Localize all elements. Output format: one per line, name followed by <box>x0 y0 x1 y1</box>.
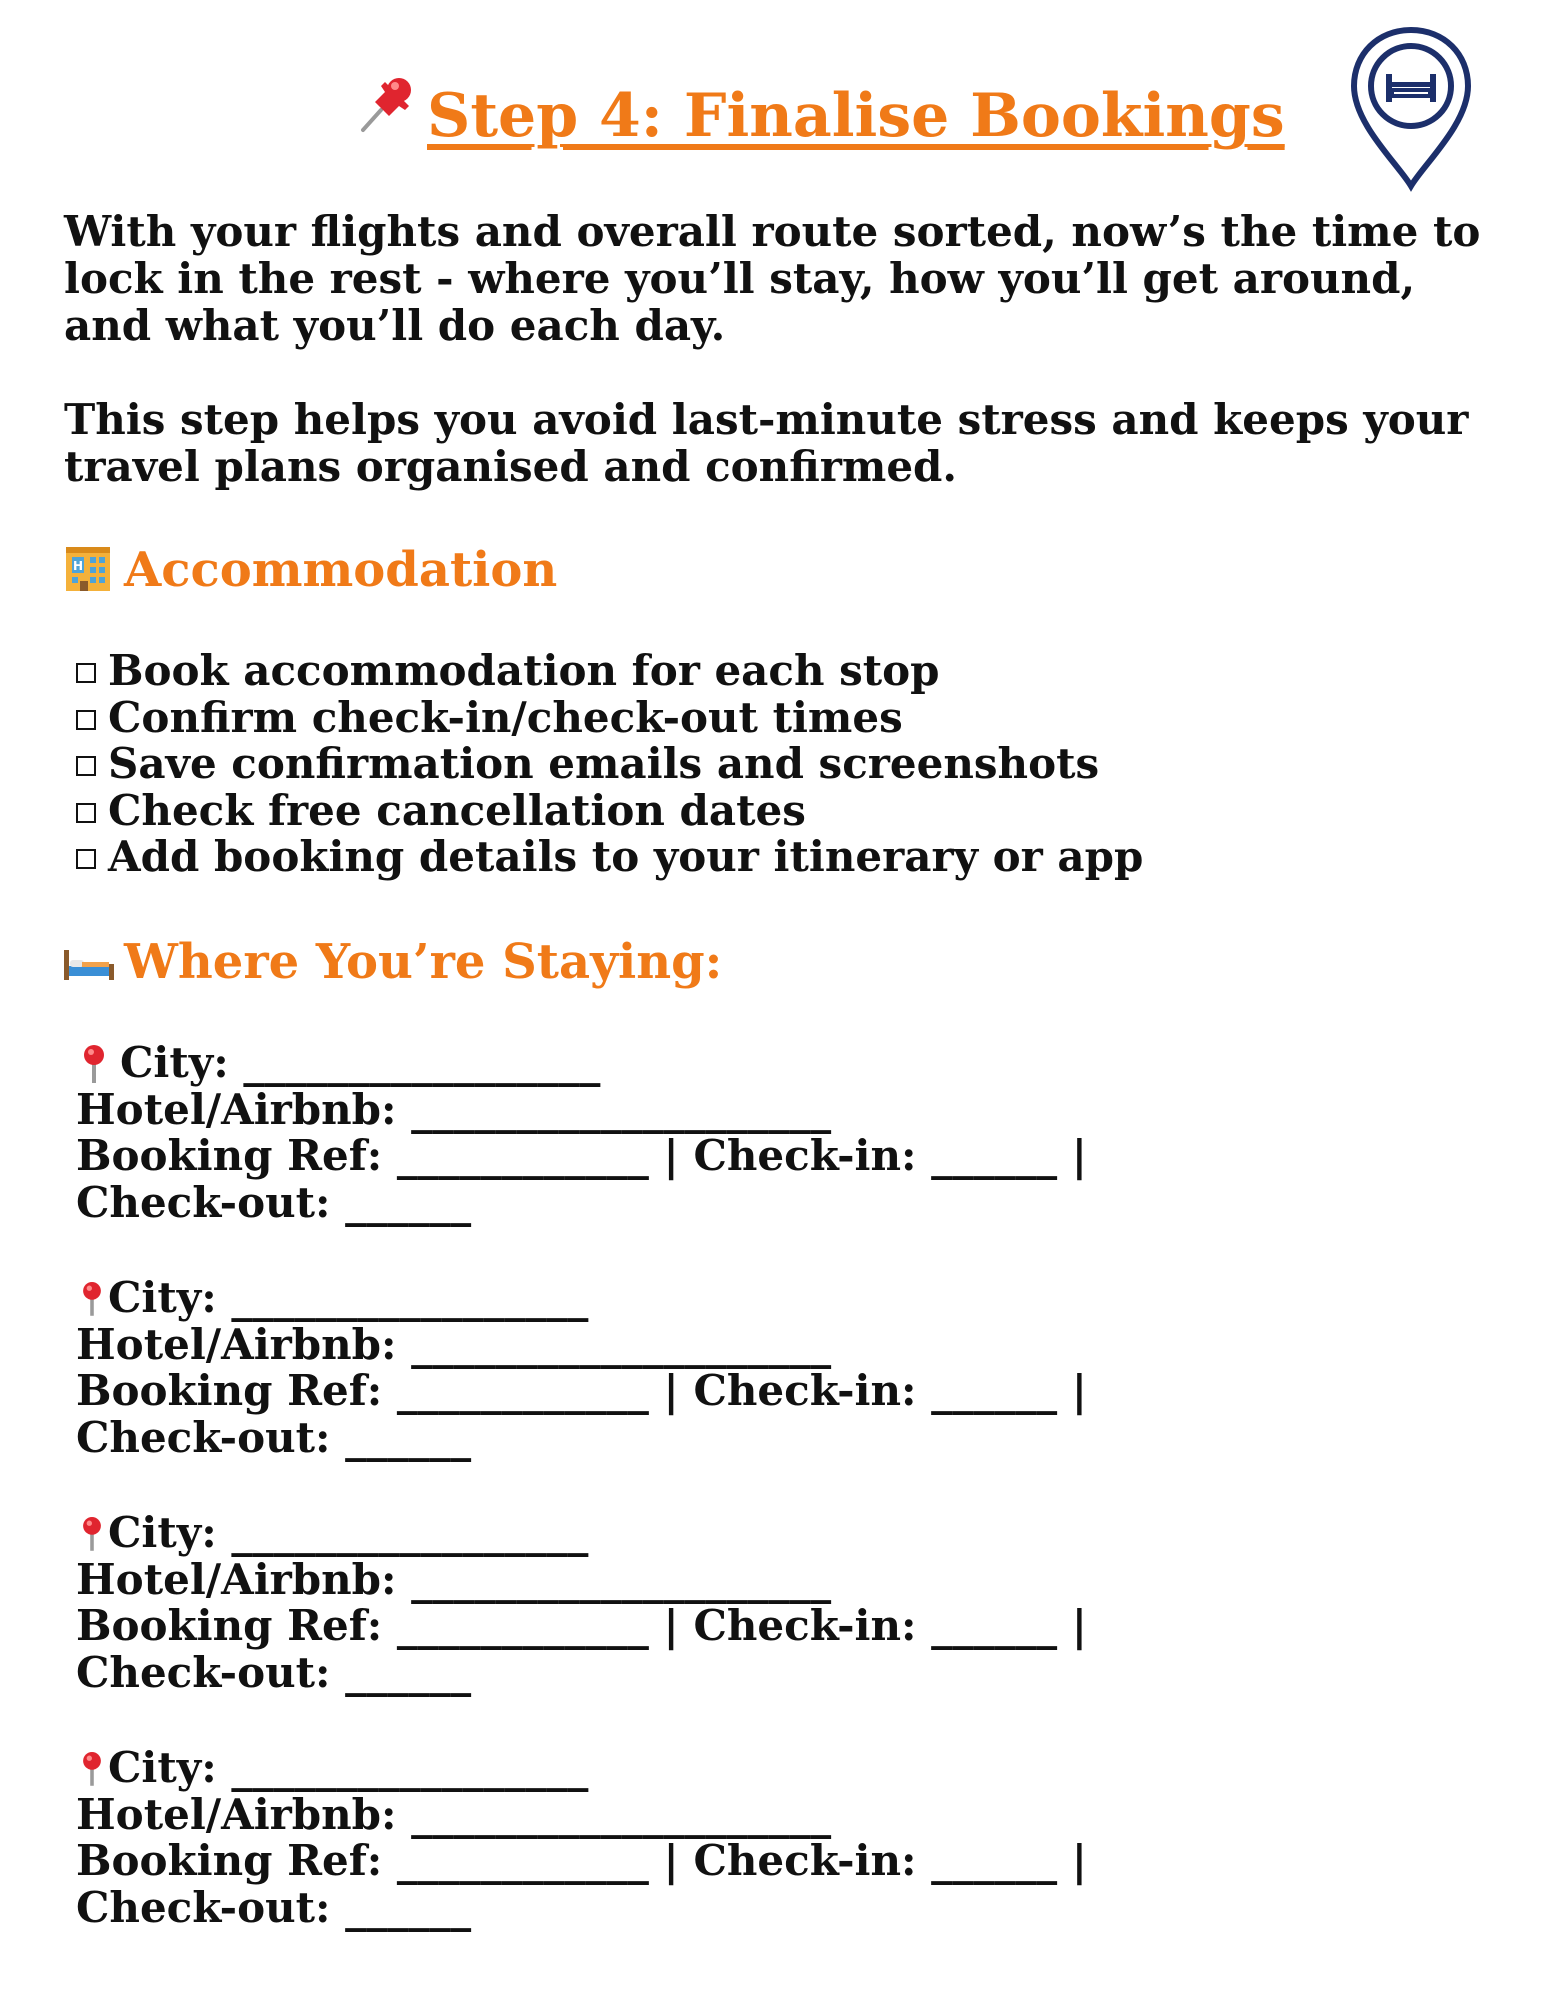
staying-heading-text: Where You’re Staying: <box>124 934 723 990</box>
checklist-item[interactable] <box>76 741 1143 788</box>
city-label: City: _________________ <box>108 1273 589 1322</box>
check-out-field[interactable]: Check-out: ______ <box>76 1412 472 1462</box>
booking-ref-field[interactable]: Booking Ref: ____________ | Check-in: ______ | <box>76 1366 1088 1415</box>
booking-ref-field[interactable]: Booking Ref: ____________ | Check-in: ______ | <box>76 1836 1088 1885</box>
hotel-field[interactable]: Hotel/Airbnb: ____________________ <box>76 1319 832 1369</box>
city-label: City: _________________ <box>120 1038 601 1087</box>
checklist-item-label: Check free cancellation dates <box>108 785 806 835</box>
hotel-field[interactable]: Hotel/Airbnb: ____________________ <box>76 1789 832 1839</box>
hotel-field[interactable]: Hotel/Airbnb: ____________________ <box>76 1084 832 1134</box>
hotel-icon <box>62 541 124 607</box>
accommodation-heading <box>62 540 557 607</box>
svg-text:H: H <box>72 558 84 573</box>
round-pushpin-icon <box>76 1278 108 1318</box>
stay-entry <box>76 1275 1087 1461</box>
checkbox[interactable] <box>76 849 96 869</box>
pushpin-icon <box>355 72 427 156</box>
accommodation-checklist <box>76 648 1143 881</box>
checklist-item[interactable] <box>76 834 1143 881</box>
title-text: Step 4: Finalise Bookings <box>427 81 1285 151</box>
round-pushpin-icon <box>76 1513 108 1553</box>
staying-heading <box>62 932 722 996</box>
round-pushpin-icon <box>76 1043 120 1083</box>
accommodation-heading-text: Accommodation <box>124 542 558 598</box>
city-field[interactable] <box>76 1040 1087 1087</box>
bed-icon <box>62 936 124 996</box>
city-field[interactable] <box>76 1510 1087 1557</box>
checklist-item[interactable] <box>76 648 1143 695</box>
booking-ref-field[interactable]: Booking Ref: ____________ | Check-in: ______ | <box>76 1601 1088 1650</box>
stay-entry <box>76 1040 1087 1226</box>
page-title <box>355 72 1285 156</box>
city-field[interactable] <box>76 1745 1087 1792</box>
intro-paragraph-2: This step helps you avoid last-minute stress and keeps your travel plans organised and confirmed. <box>64 395 1469 491</box>
checklist-item-label: Confirm check-in/check-out times <box>108 692 903 742</box>
checklist-item[interactable] <box>76 785 1143 835</box>
booking-ref-field[interactable]: Booking Ref: ____________ | Check-in: ______ | <box>76 1131 1088 1180</box>
intro-paragraph-1: With your flights and overall route sorted, now’s the time to lock in the rest - where you’ll stay, how you’ll get around, and what you’ll do each day. <box>64 207 1481 350</box>
check-out-field[interactable]: Check-out: ______ <box>76 1647 472 1697</box>
city-field[interactable] <box>76 1275 1087 1322</box>
check-out-field[interactable]: Check-out: ______ <box>76 1177 472 1227</box>
city-label: City: _________________ <box>108 1508 589 1557</box>
city-label: City: _________________ <box>108 1743 589 1792</box>
checklist-item-label: Add booking details to your itinerary or app <box>108 832 1144 881</box>
stay-entry <box>76 1745 1087 1931</box>
checkbox[interactable] <box>76 663 96 683</box>
stay-entry <box>76 1510 1087 1696</box>
checklist-item-label: Book accommodation for each stop <box>108 646 940 695</box>
checkbox[interactable] <box>76 710 96 730</box>
round-pushpin-icon <box>76 1748 108 1788</box>
checkbox[interactable] <box>76 756 96 776</box>
check-out-field[interactable]: Check-out: ______ <box>76 1882 472 1932</box>
checklist-item-label: Save confirmation emails and screenshots <box>108 739 1100 788</box>
hotel-field[interactable]: Hotel/Airbnb: ____________________ <box>76 1554 832 1604</box>
hotel-location-pin-icon <box>1348 24 1474 194</box>
checklist-item[interactable] <box>76 692 1143 742</box>
checkbox[interactable] <box>76 803 96 823</box>
